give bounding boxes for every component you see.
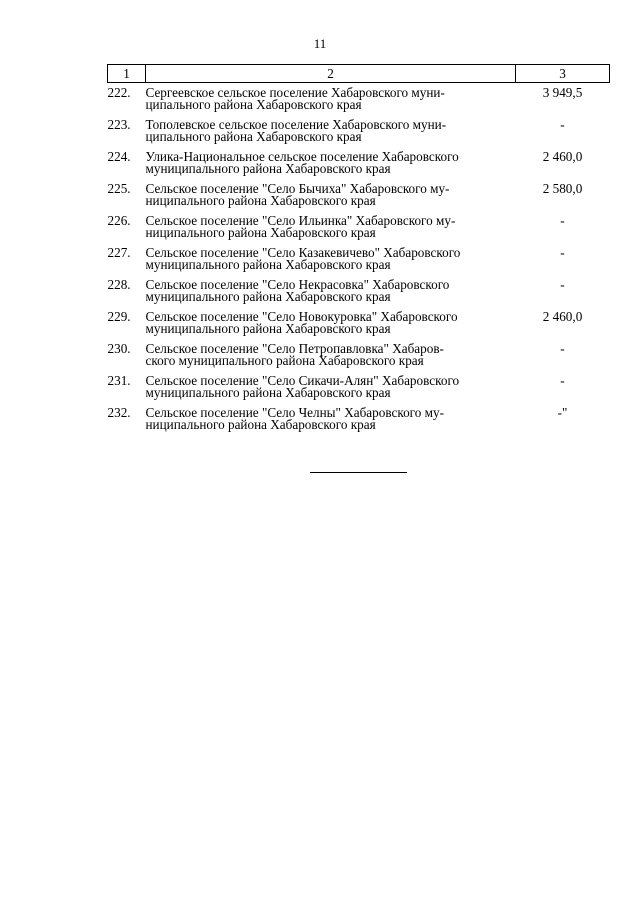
- settlement-name-line: ниципального района Хабаровского края: [145, 417, 376, 432]
- amount-value: -: [560, 117, 565, 132]
- row-number: 228.: [107, 277, 131, 292]
- table-row: [108, 247, 610, 279]
- settlement-name-line: Сергеевское сельское поселение Хабаровского муни-: [145, 85, 445, 100]
- settlement-name-line: Сельское поселение "Село Челны" Хабаровского му-: [145, 405, 444, 420]
- settlement-name-line: Сельское поселение "Село Казакевичево" Хабаровского: [145, 245, 461, 260]
- settlement-name: [146, 83, 516, 120]
- header-col-2: 2: [146, 65, 516, 83]
- row-number: 226.: [107, 213, 131, 228]
- settlement-name: [146, 215, 516, 247]
- settlement-name-line: ниципального района Хабаровского края: [145, 225, 376, 240]
- settlement-name-line: ципального района Хабаровского края: [145, 129, 362, 144]
- table-row: [108, 311, 610, 343]
- amount-value: -": [557, 405, 568, 420]
- row-number: 229.: [107, 309, 131, 324]
- row-number: 224.: [107, 149, 131, 164]
- amount-value: -: [560, 277, 565, 292]
- table-row: [108, 375, 610, 407]
- settlement-name-line: Сельское поселение "Село Бычиха" Хабаровского му-: [145, 181, 450, 196]
- settlement-name-line: ципального района Хабаровского края: [145, 97, 362, 112]
- amount-value: -: [560, 373, 565, 388]
- amount-value: 2 460,0: [542, 149, 583, 164]
- settlement-name-line: Сельское поселение "Село Петропавловка" Хабаров-: [145, 341, 444, 356]
- row-number: 222.: [107, 85, 131, 100]
- settlement-name: [146, 311, 516, 343]
- row-number: 223.: [107, 117, 131, 132]
- settlement-name-line: муниципального района Хабаровского края: [145, 321, 391, 336]
- settlement-name-line: муниципального района Хабаровского края: [145, 289, 391, 304]
- table-header-row: [108, 65, 610, 83]
- amount-value: 3 949,5: [542, 85, 583, 100]
- row-number: 231.: [107, 373, 131, 388]
- amount-value: -: [560, 341, 565, 356]
- settlement-name: [146, 407, 516, 439]
- settlement-name: [146, 119, 516, 151]
- row-number: 227.: [107, 245, 131, 260]
- header-col-1: 1: [108, 65, 146, 83]
- table-row: [108, 83, 610, 120]
- table-row: [108, 119, 610, 151]
- settlement-name: [146, 375, 516, 407]
- row-number: 225.: [107, 181, 131, 196]
- data-table: [107, 64, 610, 439]
- amount-value: 2 580,0: [542, 181, 583, 196]
- amount-value: 2 460,0: [542, 309, 583, 324]
- table-body: [108, 83, 610, 440]
- amount-value: -: [560, 245, 565, 260]
- settlement-name-line: муниципального района Хабаровского края: [145, 257, 391, 272]
- settlement-name-line: Улика-Национальное сельское поселение Хабаровского: [145, 149, 459, 164]
- settlement-name: [146, 343, 516, 375]
- settlement-name-line: муниципального района Хабаровского края: [145, 161, 391, 176]
- table-row: [108, 407, 610, 439]
- header-col-3: 3: [516, 65, 610, 83]
- row-number: 230.: [107, 341, 131, 356]
- settlement-name-line: Сельское поселение "Село Ильинка" Хабаровского му-: [145, 213, 456, 228]
- table-row: [108, 151, 610, 183]
- settlement-name-line: Тополевское сельское поселение Хабаровского муни-: [145, 117, 447, 132]
- settlement-name-line: ского муниципального района Хабаровского края: [145, 353, 424, 368]
- settlement-name: [146, 183, 516, 215]
- row-number: 232.: [107, 405, 131, 420]
- table-row: [108, 279, 610, 311]
- table-row: [108, 215, 610, 247]
- settlement-name-line: ниципального района Хабаровского края: [145, 193, 376, 208]
- settlement-name: [146, 247, 516, 279]
- settlement-name-line: Сельское поселение "Село Новокуровка" Хабаровского: [145, 309, 458, 324]
- page-number: 11: [313, 36, 327, 51]
- settlement-name: [146, 279, 516, 311]
- table-row: [108, 183, 610, 215]
- settlement-name-line: Сельское поселение "Село Сикачи-Алян" Хабаровского: [145, 373, 460, 388]
- settlement-name: [146, 151, 516, 183]
- amount-value: -: [560, 213, 565, 228]
- settlement-name-line: Сельское поселение "Село Некрасовка" Хабаровского: [145, 277, 450, 292]
- table-row: [108, 343, 610, 375]
- end-divider: [310, 472, 407, 473]
- settlement-name-line: муниципального района Хабаровского края: [145, 385, 391, 400]
